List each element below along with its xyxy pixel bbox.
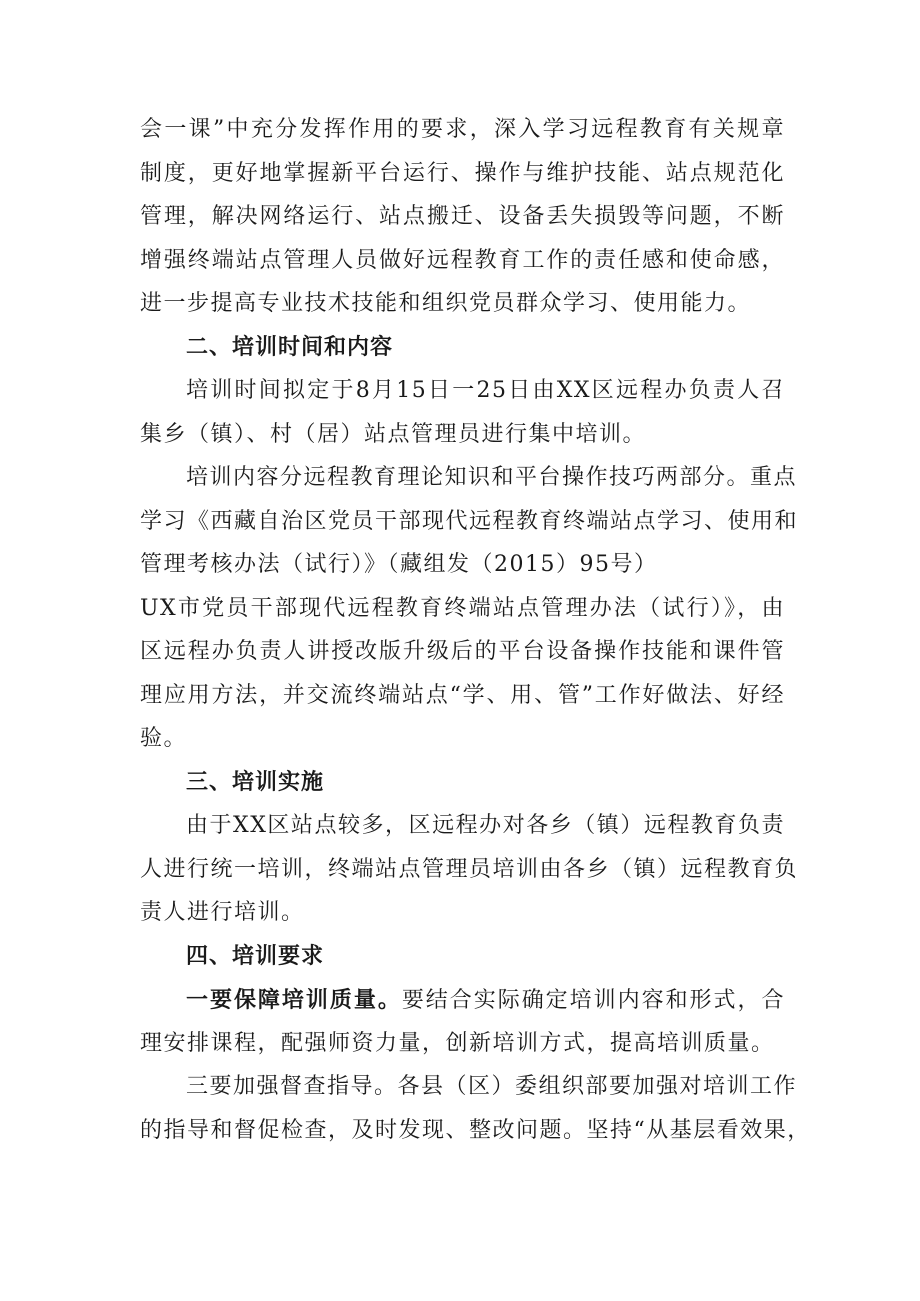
text-line: 进一步提高专业技术技能和组织党员群众学习、使用能力。 — [140, 291, 752, 316]
text-line: 制度，更好地掌握新平台运行、操作与维护技能、站点规范化 — [140, 160, 785, 186]
requirement-lead: 一要保障培训质量。 — [186, 987, 402, 1013]
section-heading-3: 三、培训实施 — [186, 769, 325, 795]
section-heading-4: 四、培训要求 — [186, 943, 325, 969]
text-line: 验。 — [140, 726, 188, 751]
text-line: 理应用方法，并交流终端站点“学、用、管”工作好做法、好经 — [140, 682, 785, 708]
text-line: 的指导和督促检查，及时发现、整改问题。坚持“从基层看效果， — [140, 1117, 811, 1143]
text-line: 学习《西藏自治区党员干部现代远程教育终端站点学习、使用和 — [140, 508, 799, 534]
text-line: UX市党员干部现代远程教育终端站点管理办法（试行）》，由 — [140, 595, 785, 621]
text-line: 管理考核办法（试行）》（藏组发（2015）95号） — [140, 552, 658, 577]
text-line: 由于XX区站点较多，区远程办对各乡（镇）远程教育负责 — [186, 813, 785, 838]
text-line: 培训内容分远程教育理论知识和平台操作技巧两部分。重点 — [186, 465, 798, 490]
text-line: 区远程办负责人讲授改版升级后的平台设备操作技能和课件管 — [140, 639, 785, 664]
text-line: 会一课”中充分发挥作用的要求，深入学习远程教育有关规章 — [140, 117, 785, 142]
text-span: 要结合实际确定培训内容和形式，合 — [401, 988, 785, 1013]
text-line: 增强终端站点管理人员做好远程教育工作的责任感和使命感， — [140, 247, 785, 273]
text-line: 集乡（镇）、村（居）站点管理员进行集中培训。 — [140, 421, 647, 447]
section-heading-2: 二、培训时间和内容 — [186, 334, 394, 360]
text-line: 责人进行培训。 — [140, 900, 305, 925]
document-page — [140, 115, 811, 1159]
text-line: 培训时间拟定于8月15日一25日由XX区远程办负责人召 — [186, 378, 785, 403]
text-line: 三要加强督查指导。各县（区）委组织部要加强对培训工作 — [186, 1074, 798, 1099]
text-line — [140, 985, 785, 1015]
text-line: 人进行统一培训，终端站点管理员培训由各乡（镇）远程教育负 — [140, 856, 799, 882]
text-line: 管理，解决网络运行、站点搬迁、设备丢失损毁等问题，不断 — [140, 204, 785, 229]
text-line: 理安排课程，配强师资力量，创新培训方式，提高培训质量。 — [140, 1030, 775, 1056]
